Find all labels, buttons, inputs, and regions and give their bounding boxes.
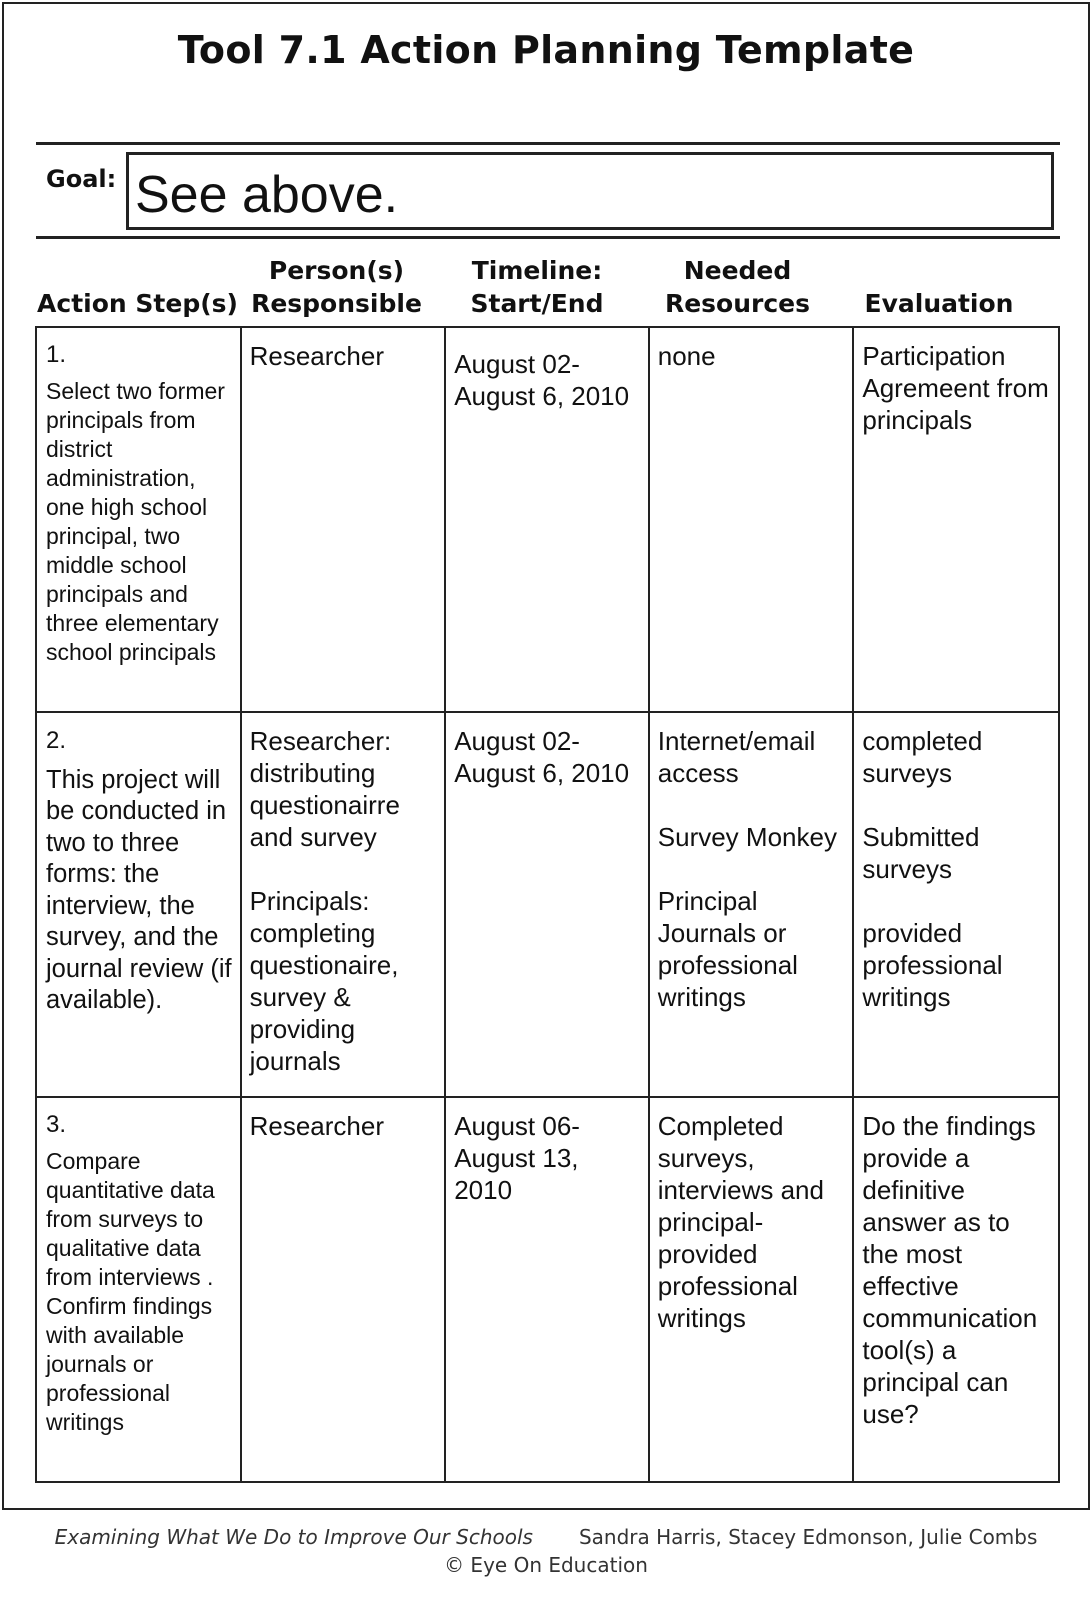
page-footer xyxy=(0,1523,1092,1579)
evaluation-cell[interactable] xyxy=(853,327,1059,712)
resources-text: Completed surveys, interviews and principal-provided professional writings xyxy=(657,1111,824,1333)
action-step-text: Compare quantitative data from surveys to qualitative data from interviews . Confirm findings with available journals or professional writings xyxy=(46,1148,215,1435)
resources-cell[interactable] xyxy=(649,327,854,712)
responsible-text: Principals: completing questionaire, survey & providing journals xyxy=(249,886,399,1076)
responsible-text: Researcher xyxy=(249,341,384,371)
step-number: 1. xyxy=(46,341,67,368)
evaluation-text: provided professional writings xyxy=(862,918,1003,1012)
responsible-text: Researcher: distributing questionairre and survey xyxy=(249,726,400,852)
timeline-text: August 02- August 6, 2010 xyxy=(454,349,630,411)
responsible-cell[interactable] xyxy=(241,712,446,1097)
evaluation-cell[interactable] xyxy=(853,1097,1059,1482)
table-row xyxy=(36,1097,1059,1482)
column-header-evaluation: Evaluation xyxy=(864,289,1014,318)
resources-text: Principal Journals or professional writings xyxy=(657,886,798,1012)
action-step-cell[interactable] xyxy=(36,327,241,712)
column-header-persons-responsible: Person(s) Responsible xyxy=(251,256,422,318)
timeline-cell[interactable] xyxy=(445,327,649,712)
goal-top-rule xyxy=(36,142,1060,145)
table-row xyxy=(36,712,1059,1097)
resources-text: Internet/email access xyxy=(657,726,816,788)
responsible-cell[interactable] xyxy=(241,1097,446,1482)
action-step-text: This project will be conducted in two to three forms: the interview, the survey, and the journal review (if available). xyxy=(46,765,232,1014)
timeline-cell[interactable] xyxy=(445,712,649,1097)
action-step-cell[interactable] xyxy=(36,1097,241,1482)
evaluation-text: Do the findings provide a definitive answer as to the most effective communication tool(s) a principal can use? xyxy=(862,1111,1038,1429)
step-number: 3. xyxy=(46,1111,67,1138)
column-header-timeline: Timeline: Start/End xyxy=(470,256,604,318)
resources-cell[interactable] xyxy=(649,712,854,1097)
resources-text: Survey Monkey xyxy=(657,822,837,852)
action-step-cell[interactable] xyxy=(36,712,241,1097)
footer-book-title: Examining What We Do to Improve Our Schools xyxy=(54,1525,533,1549)
column-header-needed-resources: Needed Resources xyxy=(664,256,811,318)
resources-text: none xyxy=(657,341,716,371)
goal-bottom-rule xyxy=(36,236,1060,239)
responsible-text: Researcher xyxy=(249,1111,384,1141)
page-title: Tool 7.1 Action Planning Template xyxy=(177,28,915,72)
timeline-text: August 06- August 13, 2010 xyxy=(454,1111,580,1205)
footer-copyright: © Eye On Education xyxy=(444,1553,648,1577)
evaluation-text: Submitted surveys xyxy=(862,822,980,884)
action-plan-table xyxy=(35,326,1060,1483)
table-row xyxy=(36,327,1059,712)
goal-field[interactable]: See above. xyxy=(126,152,1054,230)
timeline-cell[interactable] xyxy=(445,1097,649,1482)
evaluation-text: completed surveys xyxy=(862,726,983,788)
footer-authors: Sandra Harris, Stacey Edmonson, Julie Combs xyxy=(578,1525,1038,1549)
goal-label: Goal: xyxy=(46,165,117,193)
timeline-text: August 02- August 6, 2010 xyxy=(454,726,630,788)
evaluation-cell[interactable] xyxy=(853,712,1059,1097)
responsible-cell[interactable] xyxy=(241,327,446,712)
resources-cell[interactable] xyxy=(649,1097,854,1482)
column-header-action-steps: Action Step(s) xyxy=(37,289,238,318)
action-step-text: Select two former principals from district administration, one high school principal, two middle school principals and three elementary school principals xyxy=(46,378,225,665)
step-number: 2. xyxy=(46,727,67,754)
evaluation-text: Participation Agremeent from principals xyxy=(862,341,1049,435)
